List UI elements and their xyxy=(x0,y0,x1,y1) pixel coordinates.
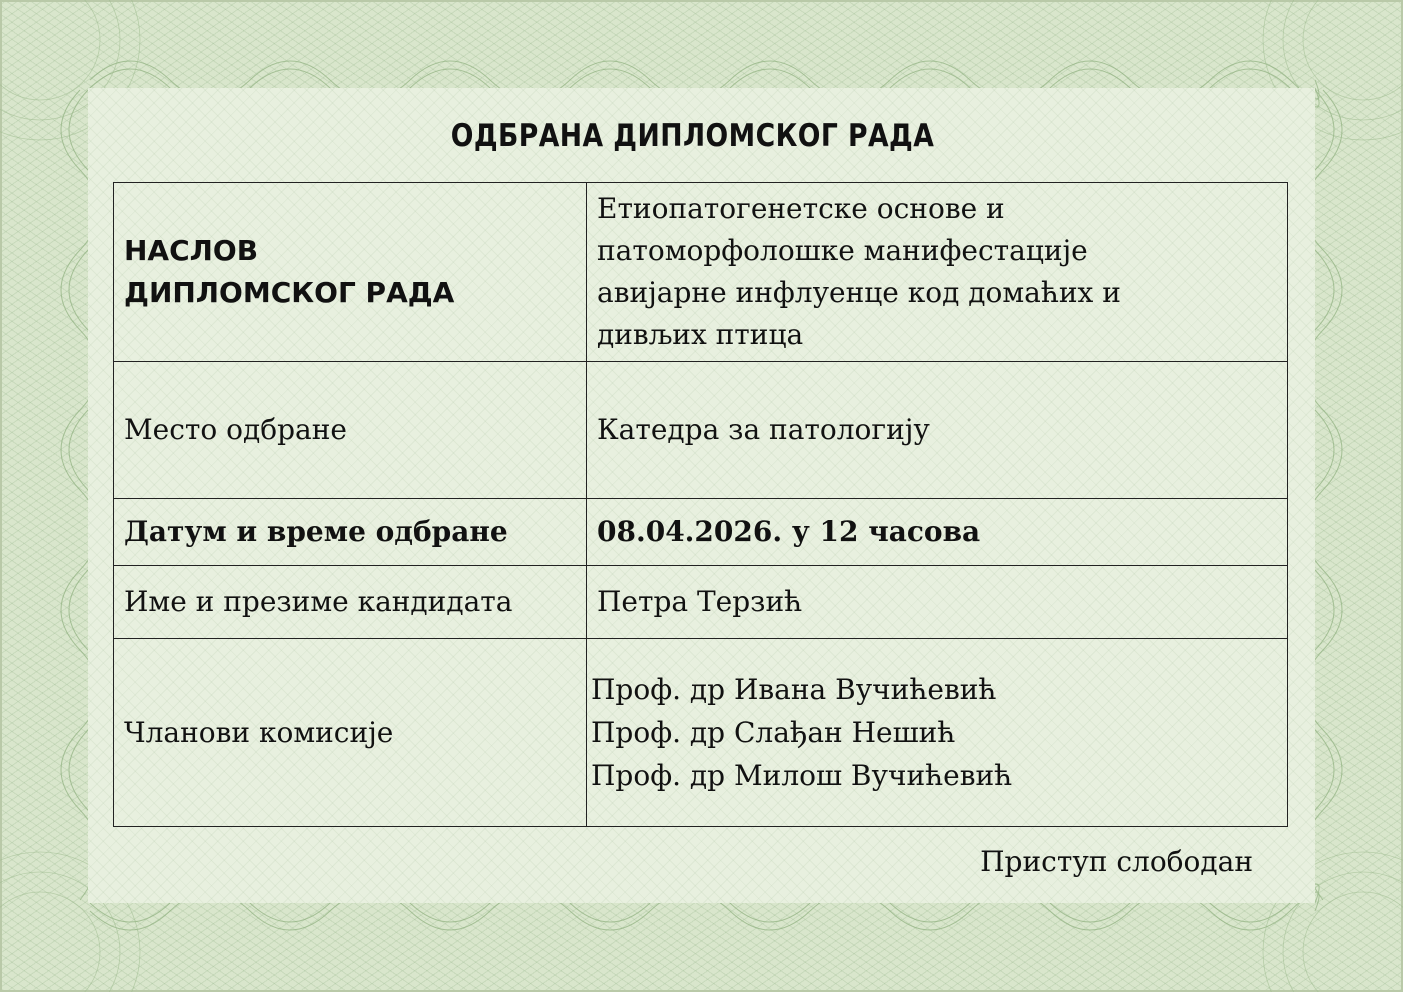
table-row-thesis-title xyxy=(114,183,1288,362)
thesis-title-line: патоморфолошке манифестације xyxy=(597,234,1088,267)
access-note: Приступ слободан xyxy=(980,845,1253,878)
place-label: Место одбране xyxy=(114,362,587,499)
candidate-value: Петра Терзић xyxy=(587,566,1288,639)
table-row-datetime xyxy=(114,499,1288,566)
defense-info-table xyxy=(113,182,1288,827)
table-row-candidate xyxy=(114,566,1288,639)
thesis-title-label xyxy=(114,183,587,362)
committee-member: Проф. др Слађан Нешић xyxy=(591,716,956,749)
thesis-title-line: авијарне инфлуенце код домаћих и xyxy=(597,276,1121,309)
place-value: Катедра за патологију xyxy=(587,362,1288,499)
committee-member: Проф. др Ивана Вучићевић xyxy=(591,673,997,706)
thesis-title-label-line2: ДИПЛОМСКОГ РАДА xyxy=(124,276,455,309)
thesis-title-value xyxy=(587,183,1288,362)
datetime-value: 08.04.2026. у 12 часова xyxy=(587,499,1288,566)
candidate-label: Име и презиме кандидата xyxy=(114,566,587,639)
page-title: ОДБРАНА ДИПЛОМСКОГ РАДА xyxy=(450,118,935,154)
thesis-title-line: Етиопатогенетске основе и xyxy=(597,192,1005,225)
thesis-title-label-line1: НАСЛОВ xyxy=(124,234,259,267)
committee-label: Чланови комисије xyxy=(114,639,587,827)
thesis-title-line: дивљих птица xyxy=(597,318,804,351)
table-row-committee xyxy=(114,639,1288,827)
table-row-place xyxy=(114,362,1288,499)
datetime-label: Датум и време одбране xyxy=(114,499,587,566)
committee-members xyxy=(587,639,1288,827)
committee-member: Проф. др Милош Вучићевић xyxy=(591,759,1013,792)
